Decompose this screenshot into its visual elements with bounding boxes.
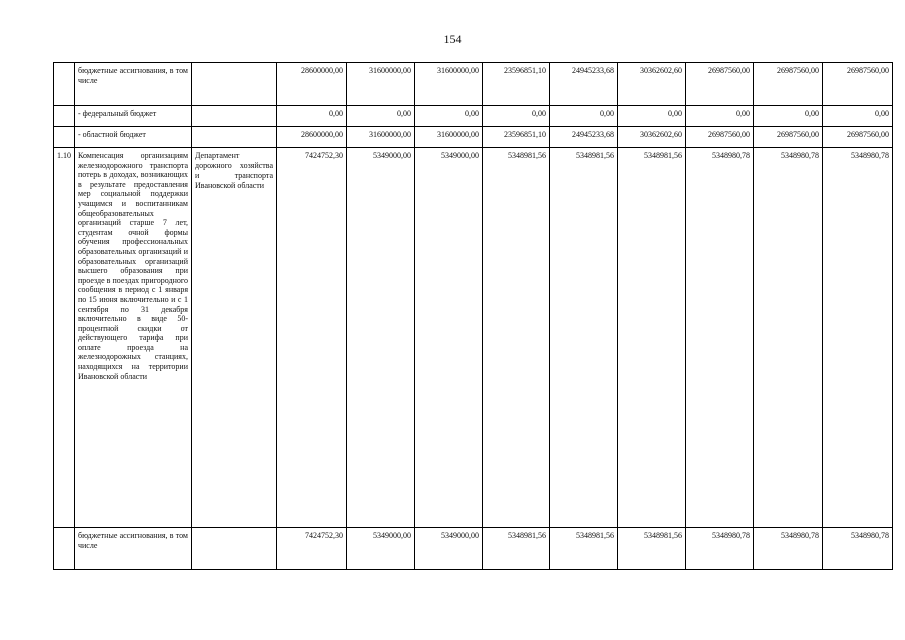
value-cell: 26987560,00	[686, 127, 754, 148]
value-cell: 26987560,00	[686, 63, 754, 106]
value-cell: 26987560,00	[823, 63, 893, 106]
value-cell: 0,00	[483, 106, 550, 127]
row-executor	[192, 528, 277, 570]
value-cell: 5348980,78	[686, 528, 754, 570]
value-cell: 31600000,00	[415, 127, 483, 148]
row-index	[54, 127, 75, 148]
value-cell: 31600000,00	[347, 127, 415, 148]
table-row	[54, 106, 893, 127]
row-description: Компенсация организациям железнодорожного транспорта потерь в доходах, возникающих в результате предоставления мер социальной поддержки учащимся и воспитанникам общеобразовательных организаций старше 7 лет, студентам очной формы обучения профессиональных образовательных организаций и образовательных организаций высшего образования при проезде в поездах пригородного сообщения в период с 1 января по 15 июня включительно и с 1 сентября по 31 декабря включительно в виде 50-процентной скидки от действующего тарифа при оплате проезда на железнодорожных станциях, находящихся на территории Ивановской области	[75, 148, 192, 528]
row-index	[54, 106, 75, 127]
row-index	[54, 528, 75, 570]
value-cell: 0,00	[347, 106, 415, 127]
value-cell: 23596851,10	[483, 63, 550, 106]
value-cell: 5349000,00	[415, 148, 483, 528]
value-cell: 30362602,60	[618, 127, 686, 148]
value-cell: 5348981,56	[550, 148, 618, 528]
value-cell: 5348980,78	[823, 148, 893, 528]
value-cell: 0,00	[823, 106, 893, 127]
value-cell: 5348980,78	[823, 528, 893, 570]
value-cell: 5348981,56	[483, 148, 550, 528]
value-cell: 5349000,00	[415, 528, 483, 570]
table-row	[54, 63, 893, 106]
value-cell: 31600000,00	[415, 63, 483, 106]
value-cell: 7424752,30	[277, 528, 347, 570]
table-row	[54, 148, 893, 528]
row-executor	[192, 106, 277, 127]
value-cell: 0,00	[754, 106, 823, 127]
value-cell: 26987560,00	[754, 63, 823, 106]
value-cell: 5348980,78	[686, 148, 754, 528]
value-cell: 0,00	[686, 106, 754, 127]
value-cell: 26987560,00	[823, 127, 893, 148]
page-number: 154	[443, 32, 462, 46]
value-cell: 24945233,68	[550, 63, 618, 106]
table-row	[54, 127, 893, 148]
value-cell: 5349000,00	[347, 148, 415, 528]
row-executor	[192, 127, 277, 148]
row-description: бюджетные ассигнования, в том числе	[75, 528, 192, 570]
value-cell: 7424752,30	[277, 148, 347, 528]
value-cell: 5348981,56	[483, 528, 550, 570]
value-cell: 5348981,56	[618, 148, 686, 528]
value-cell: 24945233,68	[550, 127, 618, 148]
value-cell: 26987560,00	[754, 127, 823, 148]
table-row	[54, 528, 893, 570]
row-description: бюджетные ассигнования, в том числе	[75, 63, 192, 106]
value-cell: 0,00	[277, 106, 347, 127]
value-cell: 28600000,00	[277, 127, 347, 148]
row-index: 1.10	[54, 148, 75, 528]
budget-table	[53, 62, 893, 570]
value-cell: 5348981,56	[618, 528, 686, 570]
value-cell: 5348980,78	[754, 148, 823, 528]
value-cell: 31600000,00	[347, 63, 415, 106]
value-cell: 5349000,00	[347, 528, 415, 570]
value-cell: 0,00	[415, 106, 483, 127]
row-index	[54, 63, 75, 106]
row-description: - областной бюджет	[75, 127, 192, 148]
value-cell: 0,00	[550, 106, 618, 127]
value-cell: 5348981,56	[550, 528, 618, 570]
value-cell: 28600000,00	[277, 63, 347, 106]
value-cell: 30362602,60	[618, 63, 686, 106]
value-cell: 5348980,78	[754, 528, 823, 570]
row-description: - федеральный бюджет	[75, 106, 192, 127]
row-executor	[192, 63, 277, 106]
row-executor: Департамент дорожного хозяйства и транспорта Ивановской области	[192, 148, 277, 528]
value-cell: 23596851,10	[483, 127, 550, 148]
value-cell: 0,00	[618, 106, 686, 127]
